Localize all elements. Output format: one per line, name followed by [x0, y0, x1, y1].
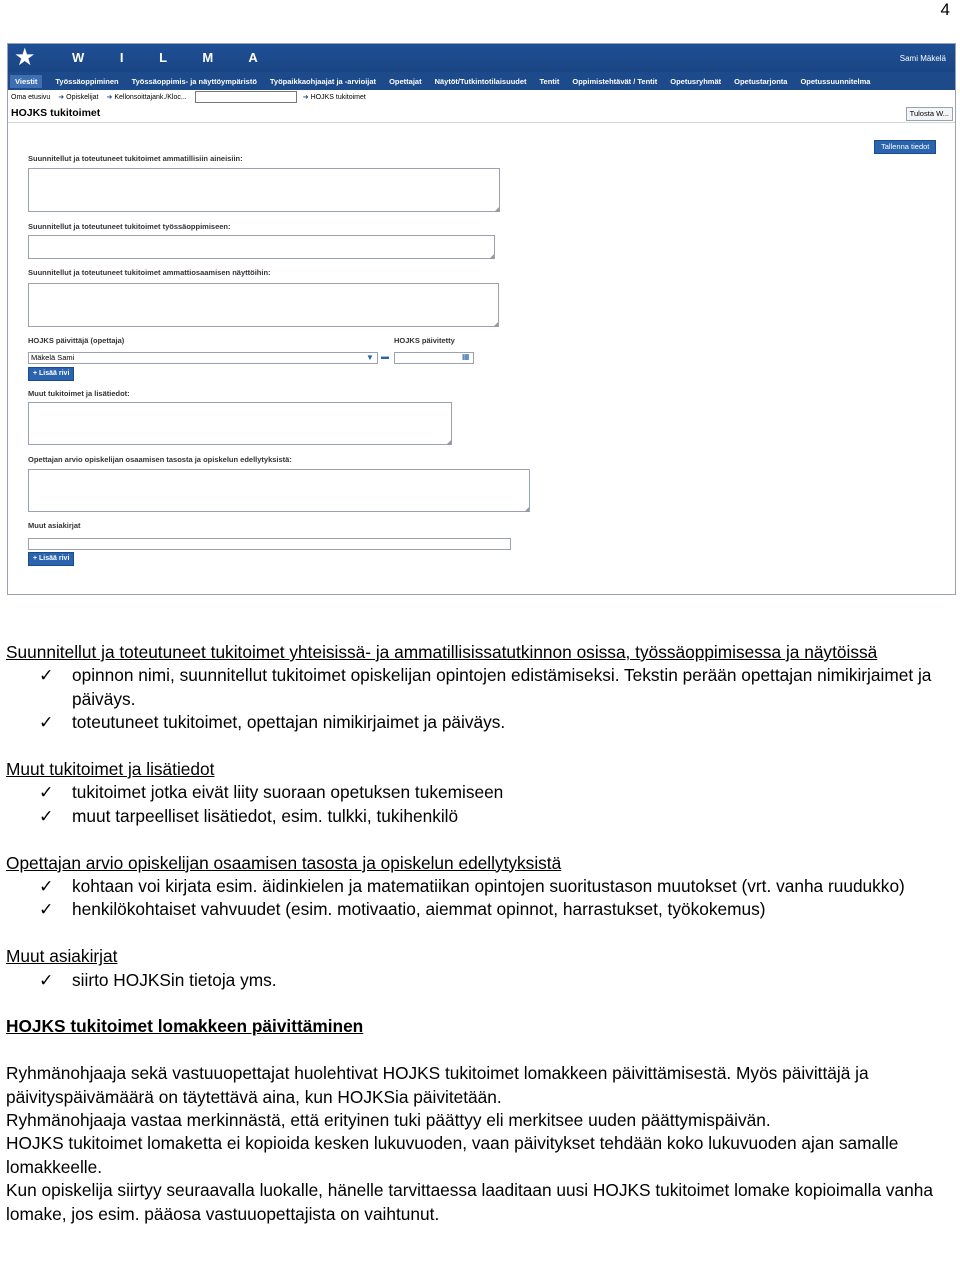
- chevron-right-icon: ➜: [106, 94, 113, 101]
- checkmark-icon: ✓: [39, 899, 54, 920]
- textarea-field[interactable]: [28, 469, 530, 512]
- chevron-right-icon: ➜: [302, 94, 309, 101]
- checkmark-icon: ✓: [39, 805, 54, 826]
- checkmark-icon: ✓: [39, 665, 54, 686]
- page-title: HOJKS tukitoimet: [11, 107, 101, 119]
- checkmark-icon: ✓: [39, 782, 54, 803]
- field-label: HOJKS päivittäjä (opettaja): [28, 336, 125, 345]
- section-heading: Muut asiakirjat: [6, 946, 118, 967]
- print-button[interactable]: Tulosta W...: [906, 107, 953, 121]
- list-item-text: muut tarpeelliset lisätiedot, esim. tulkki, tukihenkilö: [72, 805, 459, 826]
- checklist: [6, 664, 954, 734]
- nav-item[interactable]: Viestit: [10, 75, 42, 88]
- nav-item[interactable]: Opetustarjonta: [734, 76, 788, 86]
- breadcrumb-item[interactable]: HOJKS tukitoimet: [310, 93, 366, 101]
- textarea-field[interactable]: [28, 168, 500, 212]
- breadcrumb-item[interactable]: Oma etusivu: [11, 93, 51, 101]
- chevron-down-icon[interactable]: ▼: [366, 353, 374, 362]
- field-label: Suunnitellut ja toteutuneet tukitoimet työssäoppimiseen:: [28, 222, 231, 231]
- list-item-text: opinnon nimi, suunnitellut tukitoimet opiskelijan opintojen edistämiseksi. Tekstin perään opettajan nimikirjaimet ja päiväys.: [72, 665, 932, 709]
- nav-item[interactable]: Työssäoppiminen: [55, 76, 119, 86]
- add-row-button[interactable]: + Lisää rivi: [28, 552, 74, 566]
- paragraph: Ryhmänohjaaja sekä vastuuopettajat huolehtivat HOJKS tukitoimet lomakkeen päivittämisestä. Myös päivittäjä ja päivityspäivämäärä on täytettävä aina, kun HOJKSia päivitetään.: [6, 1063, 869, 1107]
- add-row-button[interactable]: + Lisää rivi: [28, 367, 74, 381]
- nav-item[interactable]: Tentit: [539, 76, 560, 86]
- nav-item[interactable]: Näytöt/Tutkintotilaisuudet: [434, 76, 527, 86]
- field-label: Muut asiakirjat: [28, 521, 81, 530]
- checklist: [6, 969, 954, 992]
- section-heading: Muut tukitoimet ja lisätiedot: [6, 759, 215, 780]
- paragraph: HOJKS tukitoimet lomaketta ei kopioida kesken lukuvuoden, vaan päivitykset tehdään koko lukuvuoden ajan samalle lomakkeelle.: [6, 1133, 899, 1177]
- list-item: [6, 805, 954, 828]
- star-logo-icon: ★: [14, 44, 36, 71]
- list-item-text: toteutuneet tukitoimet, opettajan nimikirjaimet ja päiväys.: [72, 712, 506, 733]
- calendar-icon[interactable]: ▦: [462, 352, 470, 361]
- nav-item[interactable]: Työssäoppimis- ja näyttöympäristö: [131, 76, 257, 86]
- nav-item[interactable]: Opettajat: [389, 76, 422, 86]
- list-item: [6, 664, 954, 711]
- checkmark-icon: ✓: [39, 969, 54, 990]
- breadcrumb: [8, 90, 955, 104]
- minus-icon[interactable]: ▬: [381, 352, 389, 361]
- breadcrumb-item[interactable]: Kellonsoittajank./Kloc...: [114, 93, 187, 101]
- nav-item[interactable]: Oppimistehtävät / Tentit: [572, 76, 658, 86]
- section-heading: HOJKS tukitoimet lomakkeen päivittäminen: [6, 1016, 364, 1037]
- section-heading: Opettajan arvio opiskelijan osaamisen tasosta ja opiskelun edellytyksistä: [6, 852, 562, 873]
- paragraph: Kun opiskelija siirtyy seuraavalla luokalle, hänelle tarvittaessa laaditaan uusi HOJKS tukitoimet lomake kopioimalla vanha lomake, jos esim. pääosa vastuuopettajista on vaihtunut.: [6, 1180, 933, 1224]
- textarea-field[interactable]: [28, 283, 499, 327]
- document-body: [6, 641, 954, 1226]
- list-item: [6, 898, 954, 921]
- wilma-header: [8, 44, 955, 72]
- field-label: Suunnitellut ja toteutuneet tukitoimet ammatillisiin aineisiin:: [28, 154, 243, 163]
- checkmark-icon: ✓: [39, 712, 54, 733]
- main-nav: [8, 72, 955, 90]
- list-item: [6, 711, 954, 734]
- field-label: HOJKS päivitetty: [394, 336, 455, 345]
- field-label: Opettajan arvio opiskelijan osaamisen tasosta ja opiskelun edellytyksistä:: [28, 455, 292, 464]
- breadcrumb-search-input[interactable]: [195, 91, 297, 103]
- nav-item[interactable]: Opetusryhmät: [670, 76, 722, 86]
- breadcrumb-item[interactable]: Opiskelijat: [66, 93, 99, 101]
- page-number: 4: [940, 0, 950, 19]
- list-item-text: siirto HOJKSin tietoja yms.: [72, 969, 277, 990]
- chevron-right-icon: ➜: [58, 94, 65, 101]
- nav-item[interactable]: Opetussuunnitelma: [800, 76, 871, 86]
- checkmark-icon: ✓: [39, 876, 54, 897]
- save-button[interactable]: Tallenna tiedot: [874, 140, 936, 154]
- user-name[interactable]: Sami Mäkelä: [899, 54, 946, 63]
- list-item: [6, 969, 954, 992]
- app-name: W I L M A: [72, 50, 274, 65]
- wilma-screenshot: [7, 43, 956, 595]
- list-item: [6, 875, 954, 898]
- checklist: [6, 781, 954, 828]
- textarea-field[interactable]: [28, 402, 452, 445]
- field-label: Suunnitellut ja toteutuneet tukitoimet ammattiosaamisen näyttöihin:: [28, 268, 271, 277]
- nav-item[interactable]: Työpaikkaohjaajat ja -arvioijat: [269, 76, 377, 86]
- updater-select[interactable]: Mäkelä Sami: [28, 352, 378, 364]
- textarea-field[interactable]: [28, 235, 495, 259]
- list-item-text: henkilökohtaiset vahvuudet (esim. motivaatio, aiemmat opinnot, harrastukset, työkokemus): [72, 899, 766, 920]
- section-heading: Suunnitellut ja toteutuneet tukitoimet yhteisissä- ja ammatillisissatutkinnon osissa, työssäoppimisessa ja näytöissä: [6, 642, 878, 662]
- list-item-text: tukitoimet jotka eivät liity suoraan opetuksen tukemiseen: [72, 782, 504, 803]
- list-item: [6, 781, 954, 804]
- document-input[interactable]: [28, 538, 511, 550]
- field-label: Muut tukitoimet ja lisätiedot:: [28, 389, 130, 398]
- list-item-text: kohtaan voi kirjata esim. äidinkielen ja matematiikan opintojen suoritustason muutokset (vrt. vanha ruudukko): [72, 876, 905, 897]
- paragraph: Ryhmänohjaaja vastaa merkinnästä, että erityinen tuki päättyy eli merkitsee uuden päättymispäivän.: [6, 1110, 771, 1131]
- title-bar: [8, 104, 955, 123]
- checklist: [6, 875, 954, 922]
